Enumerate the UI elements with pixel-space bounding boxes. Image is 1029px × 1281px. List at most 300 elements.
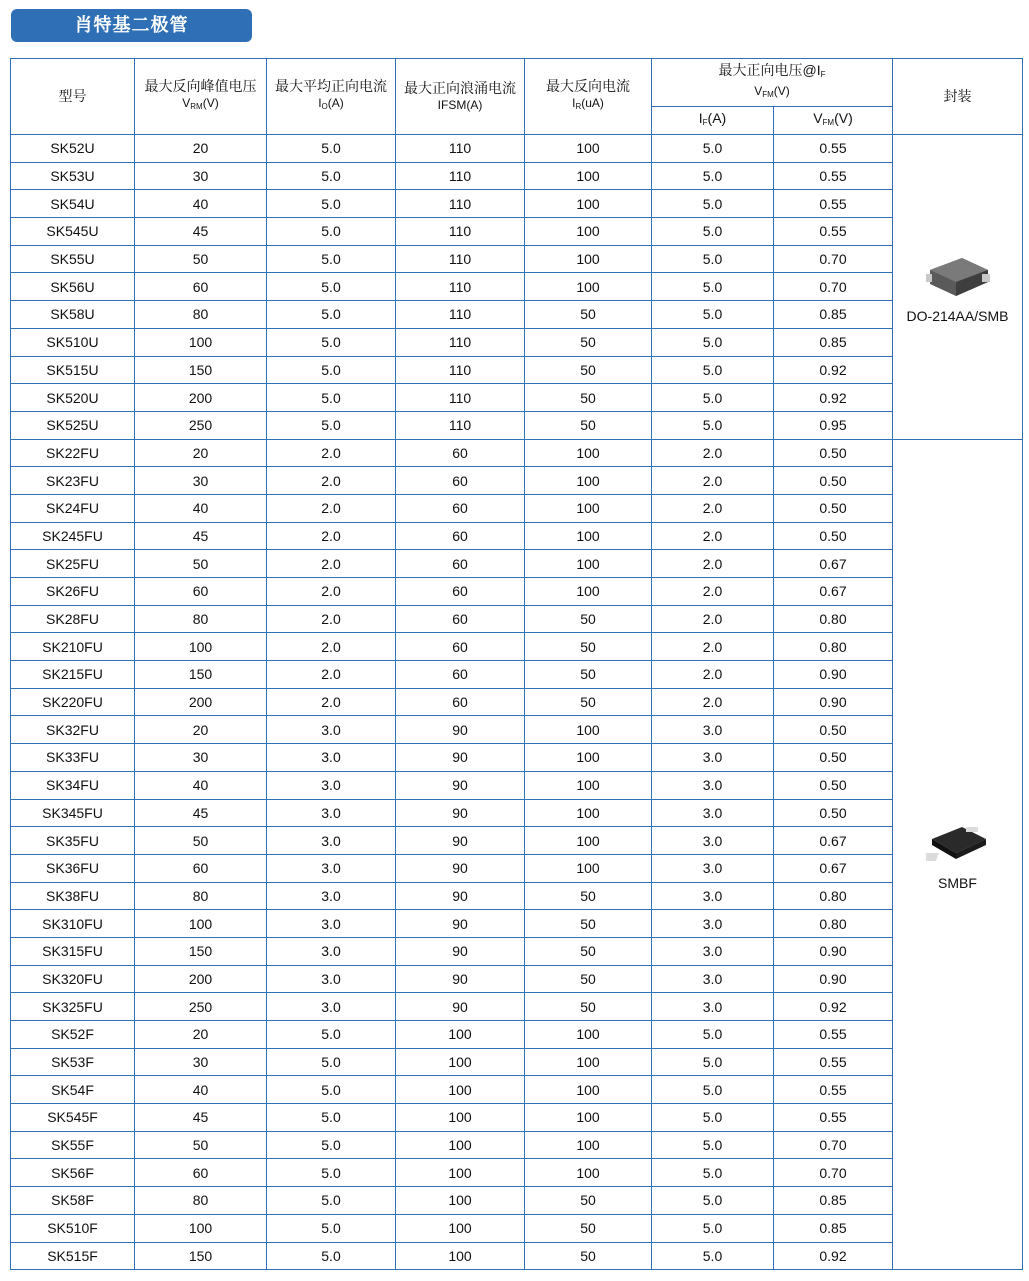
cell-ifsm: 100	[396, 1076, 525, 1104]
table-row	[11, 356, 1023, 384]
cell-io: 3.0	[267, 744, 396, 772]
cell-io: 5.0	[267, 245, 396, 273]
cell-io: 3.0	[267, 993, 396, 1021]
cell-ifsm: 90	[396, 993, 525, 1021]
cell-ifsm: 100	[396, 1159, 525, 1187]
section-title: 肖特基二极管	[11, 9, 252, 42]
cell-ir: 100	[525, 744, 652, 772]
cell-ifsm: 100	[396, 1104, 525, 1132]
table-row	[11, 1187, 1023, 1215]
cell-model: SK38FU	[11, 882, 135, 910]
cell-ifsm: 60	[396, 494, 525, 522]
cell-ifsm: 100	[396, 1214, 525, 1242]
cell-model: SK25FU	[11, 550, 135, 578]
table-row	[11, 245, 1023, 273]
cell-ir: 100	[525, 135, 652, 163]
header-if-unit: (A)	[707, 110, 727, 126]
cell-if: 5.0	[652, 190, 774, 218]
cell-io: 5.0	[267, 411, 396, 439]
header-vfm2-subscript: FM	[822, 118, 835, 127]
cell-ifsm: 110	[396, 218, 525, 246]
cell-vfm: 0.70	[774, 1131, 893, 1159]
cell-ir: 50	[525, 1242, 652, 1270]
header-io	[267, 59, 396, 135]
cell-vfm: 0.90	[774, 965, 893, 993]
cell-vrm: 40	[135, 190, 267, 218]
header-if-symbol: I	[698, 110, 703, 126]
cell-ir: 50	[525, 384, 652, 412]
cell-ir: 50	[525, 1214, 652, 1242]
table-row	[11, 965, 1023, 993]
cell-vrm: 60	[135, 854, 267, 882]
cell-vrm: 250	[135, 993, 267, 1021]
cell-vfm: 0.80	[774, 605, 893, 633]
cell-ir: 100	[525, 1048, 652, 1076]
table-row	[11, 854, 1023, 882]
cell-vfm: 0.95	[774, 411, 893, 439]
table-row	[11, 744, 1023, 772]
table-row	[11, 411, 1023, 439]
cell-model: SK35FU	[11, 827, 135, 855]
cell-ir: 100	[525, 550, 652, 578]
cell-vrm: 45	[135, 218, 267, 246]
cell-vrm: 100	[135, 328, 267, 356]
cell-vfm: 0.55	[774, 218, 893, 246]
cell-io: 5.0	[267, 135, 396, 163]
cell-if: 5.0	[652, 162, 774, 190]
cell-vrm: 45	[135, 799, 267, 827]
cell-model: SK58U	[11, 301, 135, 329]
table-row	[11, 1104, 1023, 1132]
cell-io: 2.0	[267, 467, 396, 495]
header-ir-subscript: R	[575, 102, 582, 111]
cell-io: 5.0	[267, 1187, 396, 1215]
cell-io: 5.0	[267, 190, 396, 218]
cell-ifsm: 90	[396, 716, 525, 744]
cell-ir: 100	[525, 578, 652, 606]
cell-model: SK22FU	[11, 439, 135, 467]
cell-vfm: 0.90	[774, 688, 893, 716]
cell-if: 2.0	[652, 605, 774, 633]
table-row	[11, 882, 1023, 910]
header-vrm-name: 最大反向峰值电压	[144, 78, 257, 94]
cell-io: 5.0	[267, 384, 396, 412]
cell-if: 5.0	[652, 384, 774, 412]
cell-ir: 100	[525, 467, 652, 495]
header-package: 封装	[893, 59, 1023, 135]
cell-ifsm: 90	[396, 882, 525, 910]
cell-if: 5.0	[652, 1021, 774, 1049]
cell-ir: 50	[525, 910, 652, 938]
cell-ifsm: 60	[396, 688, 525, 716]
cell-model: SK515U	[11, 356, 135, 384]
cell-ir: 50	[525, 882, 652, 910]
cell-vfm: 0.55	[774, 135, 893, 163]
cell-io: 2.0	[267, 633, 396, 661]
cell-vfm: 0.55	[774, 1104, 893, 1132]
table-row	[11, 135, 1023, 163]
cell-model: SK310FU	[11, 910, 135, 938]
table-row	[11, 633, 1023, 661]
cell-vfm: 0.55	[774, 1021, 893, 1049]
cell-if: 5.0	[652, 1048, 774, 1076]
cell-ir: 100	[525, 190, 652, 218]
cell-if: 3.0	[652, 771, 774, 799]
cell-model: SK220FU	[11, 688, 135, 716]
cell-ifsm: 90	[396, 854, 525, 882]
cell-io: 2.0	[267, 522, 396, 550]
cell-ifsm: 110	[396, 384, 525, 412]
cell-if: 3.0	[652, 799, 774, 827]
cell-vfm: 0.50	[774, 771, 893, 799]
cell-vrm: 150	[135, 1242, 267, 1270]
cell-vfm: 0.55	[774, 1048, 893, 1076]
header-vfm-unit: (V)	[773, 84, 790, 98]
cell-io: 5.0	[267, 273, 396, 301]
cell-vrm: 60	[135, 273, 267, 301]
cell-ifsm: 110	[396, 190, 525, 218]
cell-vrm: 50	[135, 1131, 267, 1159]
cell-vfm: 0.92	[774, 356, 893, 384]
cell-if: 3.0	[652, 744, 774, 772]
cell-vrm: 80	[135, 301, 267, 329]
cell-ir: 50	[525, 937, 652, 965]
cell-io: 3.0	[267, 799, 396, 827]
cell-vrm: 200	[135, 384, 267, 412]
header-vrm-symbol: V	[182, 96, 191, 110]
cell-ir: 100	[525, 245, 652, 273]
header-ir-name: 最大反向电流	[546, 78, 630, 94]
table-row	[11, 910, 1023, 938]
table-row	[11, 827, 1023, 855]
cell-model: SK215FU	[11, 661, 135, 689]
cell-vrm: 250	[135, 411, 267, 439]
table-row	[11, 688, 1023, 716]
cell-vfm: 0.85	[774, 1187, 893, 1215]
cell-vrm: 45	[135, 1104, 267, 1132]
cell-vfm: 0.90	[774, 937, 893, 965]
cell-vrm: 50	[135, 245, 267, 273]
cell-ir: 50	[525, 993, 652, 1021]
cell-vfm: 0.67	[774, 827, 893, 855]
header-ifsm-symbol: IFSM(A)	[437, 97, 483, 112]
cell-if: 5.0	[652, 245, 774, 273]
cell-vrm: 100	[135, 910, 267, 938]
cell-vfm: 0.50	[774, 744, 893, 772]
cell-ir: 100	[525, 162, 652, 190]
cell-if: 3.0	[652, 854, 774, 882]
cell-ifsm: 60	[396, 633, 525, 661]
cell-io: 5.0	[267, 301, 396, 329]
table-row	[11, 273, 1023, 301]
cell-vfm: 0.55	[774, 162, 893, 190]
cell-ifsm: 100	[396, 1021, 525, 1049]
cell-vfm: 0.85	[774, 328, 893, 356]
cell-ir: 50	[525, 965, 652, 993]
table-row	[11, 993, 1023, 1021]
cell-if: 3.0	[652, 882, 774, 910]
cell-vrm: 20	[135, 716, 267, 744]
cell-model: SK210FU	[11, 633, 135, 661]
cell-io: 5.0	[267, 1104, 396, 1132]
cell-vrm: 30	[135, 1048, 267, 1076]
header-ir-unit: (uA)	[581, 96, 604, 110]
cell-io: 5.0	[267, 1131, 396, 1159]
cell-model: SK525U	[11, 411, 135, 439]
header-ir-symbol: I	[572, 96, 576, 110]
cell-if: 3.0	[652, 716, 774, 744]
header-vfm-name: 最大正向电压@I	[718, 62, 821, 78]
cell-vrm: 20	[135, 135, 267, 163]
cell-ir: 50	[525, 356, 652, 384]
package-cell	[893, 135, 1023, 440]
cell-model: SK510F	[11, 1214, 135, 1242]
cell-if: 3.0	[652, 993, 774, 1021]
cell-ifsm: 100	[396, 1242, 525, 1270]
cell-ifsm: 110	[396, 135, 525, 163]
cell-if: 3.0	[652, 937, 774, 965]
header-vrm-subscript: RM	[190, 102, 203, 111]
cell-io: 2.0	[267, 688, 396, 716]
cell-vrm: 45	[135, 522, 267, 550]
cell-ifsm: 110	[396, 245, 525, 273]
cell-model: SK52U	[11, 135, 135, 163]
cell-ifsm: 90	[396, 910, 525, 938]
cell-vfm: 0.55	[774, 190, 893, 218]
table-row	[11, 937, 1023, 965]
cell-vfm: 0.67	[774, 578, 893, 606]
cell-vfm: 0.92	[774, 1242, 893, 1270]
cell-if: 5.0	[652, 411, 774, 439]
table-row	[11, 439, 1023, 467]
header-vrm-unit: (V)	[202, 96, 219, 110]
cell-model: SK55U	[11, 245, 135, 273]
cell-vrm: 30	[135, 744, 267, 772]
table-row	[11, 605, 1023, 633]
cell-if: 5.0	[652, 356, 774, 384]
header-vfm-subscript: FM	[762, 90, 774, 99]
table-row	[11, 494, 1023, 522]
header-vfm2-unit: (V)	[834, 110, 853, 126]
cell-if: 5.0	[652, 218, 774, 246]
cell-model: SK515F	[11, 1242, 135, 1270]
cell-if: 2.0	[652, 439, 774, 467]
cell-vfm: 0.85	[774, 1214, 893, 1242]
cell-vrm: 40	[135, 494, 267, 522]
cell-model: SK325FU	[11, 993, 135, 1021]
package-cell	[893, 439, 1023, 1270]
cell-model: SK545F	[11, 1104, 135, 1132]
cell-if: 5.0	[652, 273, 774, 301]
cell-ifsm: 60	[396, 522, 525, 550]
table-row	[11, 162, 1023, 190]
cell-vfm: 0.55	[774, 1076, 893, 1104]
cell-ifsm: 90	[396, 799, 525, 827]
cell-if: 5.0	[652, 1104, 774, 1132]
cell-model: SK54F	[11, 1076, 135, 1104]
cell-ir: 100	[525, 827, 652, 855]
cell-ir: 50	[525, 633, 652, 661]
cell-model: SK33FU	[11, 744, 135, 772]
cell-vrm: 50	[135, 550, 267, 578]
cell-io: 5.0	[267, 1214, 396, 1242]
cell-ir: 50	[525, 605, 652, 633]
package-label: SMBF	[938, 875, 977, 892]
cell-ir: 100	[525, 1104, 652, 1132]
cell-ir: 50	[525, 688, 652, 716]
cell-model: SK53F	[11, 1048, 135, 1076]
cell-vfm: 0.92	[774, 384, 893, 412]
header-vfm2	[774, 107, 893, 135]
cell-model: SK52F	[11, 1021, 135, 1049]
cell-if: 2.0	[652, 578, 774, 606]
table-row	[11, 467, 1023, 495]
header-ir	[525, 59, 652, 135]
header-vfm-symbol: V	[754, 84, 763, 98]
cell-io: 5.0	[267, 356, 396, 384]
cell-vfm: 0.80	[774, 633, 893, 661]
cell-if: 2.0	[652, 633, 774, 661]
cell-io: 3.0	[267, 882, 396, 910]
cell-io: 5.0	[267, 218, 396, 246]
cell-vrm: 100	[135, 633, 267, 661]
cell-if: 2.0	[652, 661, 774, 689]
cell-vfm: 0.70	[774, 245, 893, 273]
table-row	[11, 218, 1023, 246]
cell-ifsm: 90	[396, 744, 525, 772]
cell-model: SK56F	[11, 1159, 135, 1187]
header-vfm-name-subscript: F	[820, 70, 826, 79]
cell-vrm: 150	[135, 937, 267, 965]
cell-model: SK53U	[11, 162, 135, 190]
cell-vrm: 200	[135, 965, 267, 993]
header-io-unit: (A)	[327, 96, 344, 110]
cell-ifsm: 90	[396, 965, 525, 993]
cell-ir: 50	[525, 411, 652, 439]
cell-io: 5.0	[267, 1242, 396, 1270]
cell-ir: 50	[525, 661, 652, 689]
cell-if: 5.0	[652, 1214, 774, 1242]
cell-vfm: 0.50	[774, 522, 893, 550]
cell-io: 5.0	[267, 1021, 396, 1049]
table-row	[11, 301, 1023, 329]
cell-ir: 100	[525, 716, 652, 744]
cell-vrm: 30	[135, 467, 267, 495]
cell-io: 5.0	[267, 162, 396, 190]
cell-ifsm: 100	[396, 1131, 525, 1159]
cell-ifsm: 110	[396, 273, 525, 301]
package-label: DO-214AA/SMB	[906, 307, 1009, 324]
cell-io: 2.0	[267, 550, 396, 578]
cell-vrm: 60	[135, 1159, 267, 1187]
cell-model: SK345FU	[11, 799, 135, 827]
cell-vfm: 0.50	[774, 799, 893, 827]
cell-io: 2.0	[267, 578, 396, 606]
cell-if: 3.0	[652, 965, 774, 993]
cell-vrm: 80	[135, 1187, 267, 1215]
cell-if: 2.0	[652, 688, 774, 716]
cell-model: SK28FU	[11, 605, 135, 633]
cell-vfm: 0.85	[774, 301, 893, 329]
cell-ir: 100	[525, 854, 652, 882]
table-row	[11, 1048, 1023, 1076]
smbf-package-icon	[893, 817, 1022, 873]
cell-vfm: 0.50	[774, 494, 893, 522]
cell-vrm: 150	[135, 661, 267, 689]
table-row	[11, 1076, 1023, 1104]
cell-if: 2.0	[652, 522, 774, 550]
header-vrm	[135, 59, 267, 135]
header-io-symbol: I	[318, 96, 322, 110]
cell-vfm: 0.92	[774, 993, 893, 1021]
cell-io: 3.0	[267, 937, 396, 965]
header-io-subscript: O	[321, 102, 328, 111]
spec-table	[10, 58, 1023, 1270]
cell-if: 2.0	[652, 494, 774, 522]
table-row	[11, 799, 1023, 827]
cell-ir: 100	[525, 522, 652, 550]
cell-vrm: 200	[135, 688, 267, 716]
cell-vrm: 150	[135, 356, 267, 384]
cell-vrm: 20	[135, 439, 267, 467]
cell-ir: 100	[525, 218, 652, 246]
cell-io: 5.0	[267, 328, 396, 356]
cell-ifsm: 60	[396, 661, 525, 689]
cell-io: 3.0	[267, 854, 396, 882]
cell-model: SK36FU	[11, 854, 135, 882]
cell-io: 3.0	[267, 965, 396, 993]
cell-vrm: 50	[135, 827, 267, 855]
table-row	[11, 1021, 1023, 1049]
cell-model: SK520U	[11, 384, 135, 412]
table-row	[11, 190, 1023, 218]
cell-if: 5.0	[652, 1187, 774, 1215]
cell-ir: 100	[525, 494, 652, 522]
cell-vrm: 20	[135, 1021, 267, 1049]
cell-if: 5.0	[652, 1159, 774, 1187]
cell-io: 5.0	[267, 1076, 396, 1104]
cell-ir: 50	[525, 301, 652, 329]
cell-model: SK24FU	[11, 494, 135, 522]
cell-model: SK32FU	[11, 716, 135, 744]
cell-ir: 100	[525, 771, 652, 799]
cell-model: SK320FU	[11, 965, 135, 993]
cell-io: 2.0	[267, 661, 396, 689]
header-if	[652, 107, 774, 135]
table-row	[11, 661, 1023, 689]
cell-model: SK23FU	[11, 467, 135, 495]
smb-package-icon	[893, 250, 1022, 306]
cell-ifsm: 110	[396, 356, 525, 384]
cell-if: 3.0	[652, 910, 774, 938]
cell-vrm: 60	[135, 578, 267, 606]
cell-ifsm: 90	[396, 937, 525, 965]
header-vfm-group	[652, 59, 893, 107]
cell-model: SK545U	[11, 218, 135, 246]
table-row	[11, 550, 1023, 578]
header-ifsm-name: 最大正向浪涌电流	[404, 79, 516, 96]
cell-model: SK245FU	[11, 522, 135, 550]
cell-ifsm: 60	[396, 439, 525, 467]
cell-ifsm: 90	[396, 827, 525, 855]
cell-ir: 100	[525, 799, 652, 827]
cell-vfm: 0.80	[774, 910, 893, 938]
cell-io: 5.0	[267, 1159, 396, 1187]
cell-ir: 100	[525, 273, 652, 301]
cell-if: 5.0	[652, 1242, 774, 1270]
table-row	[11, 522, 1023, 550]
cell-ifsm: 110	[396, 411, 525, 439]
